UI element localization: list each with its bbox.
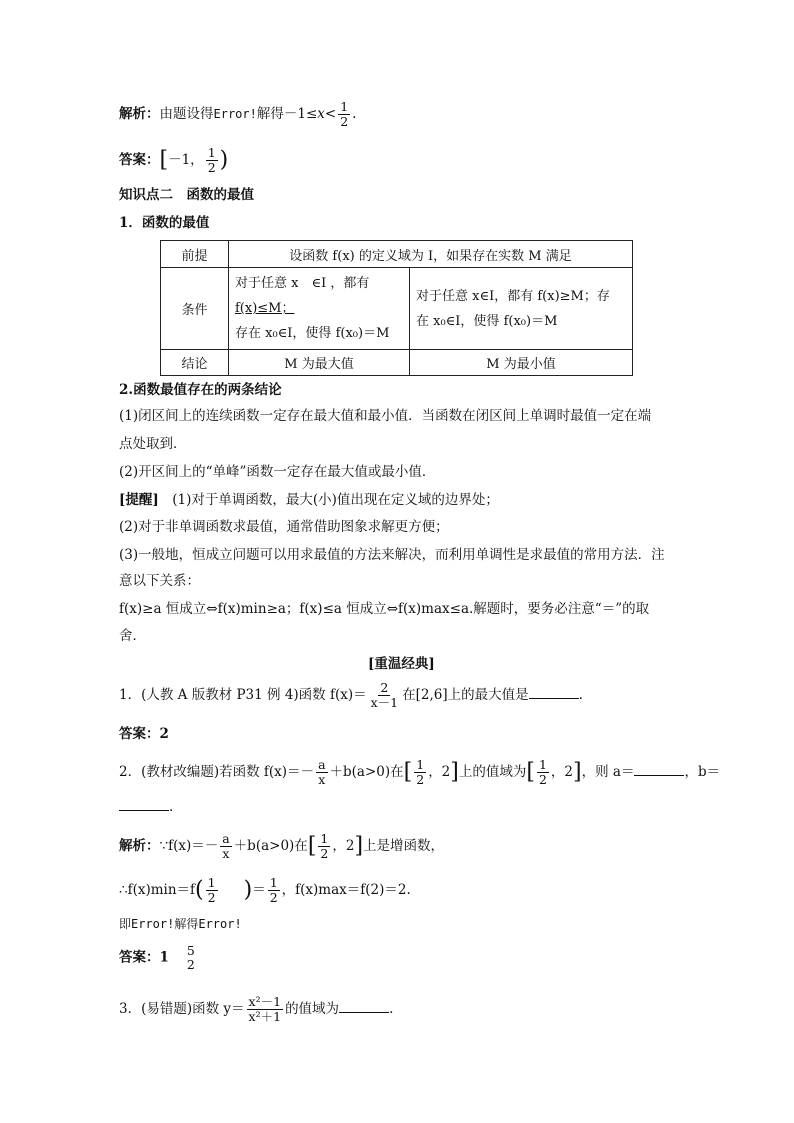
question-text: ＋b(a>0)在 [329,764,404,780]
fraction [185,944,197,972]
period: . [389,1001,394,1017]
question-text: 在[2,6]上的最大值是 [402,687,529,703]
answer-blank-b[interactable] [119,796,169,811]
fraction [338,100,350,129]
extremum-table [160,240,633,376]
fraction [537,758,549,787]
fraction-numerator: 1 [320,831,329,846]
question-text: 1．(人教 A 版教材 P31 例 4)函数 f(x)＝ [119,687,367,703]
solution-label: 解析： [119,838,160,854]
solution-text: ，f(x)max＝f(2)＝2. [281,882,411,898]
interval-right: ，2 [428,764,451,780]
review-title: [重温经典] [368,656,435,672]
question-1 [119,681,583,710]
answer-label: 答案： [119,152,160,168]
fraction-denominator: 2 [538,772,547,787]
subsection-heading-1: 1．函数的最值 [119,215,210,231]
tip-label: [提醒] [119,492,159,508]
solution-label: 解析： [119,106,160,122]
left-paren: ( [195,877,204,903]
paragraph-line: 意以下关系： [119,573,200,589]
fraction [220,832,231,861]
table-cell: 结论 [161,350,229,376]
fraction-denominator: x²＋1 [248,1009,282,1024]
fraction [247,995,284,1024]
fraction [316,758,327,787]
fraction-denominator: 2 [207,160,216,175]
fraction [318,832,330,861]
fraction-denominator: 2 [416,772,425,787]
period: . [578,687,583,703]
error-marker: Error! [213,107,257,121]
fraction [268,876,280,905]
table-cell-min-condition [410,268,633,350]
fraction-denominator: x－1 [370,695,399,710]
table-cell: 前提 [161,241,229,268]
question-text: ，b＝ [684,764,721,780]
tip-text: (1)对于单调函数，最大(小)值出现在定义域的边界处； [158,492,499,508]
interval-right: ，2 [332,838,355,854]
solution-text: ＋b(a>0)在 [233,838,308,854]
solution-text: ∵f(x)＝－ [159,838,219,854]
fraction-numerator: 2 [380,680,389,695]
cell-line: 对于任意 x∈I，都有 f(x)≥M；存 [416,288,610,304]
fraction-numerator: a [222,831,230,846]
question-text: 上的值域为 [458,764,527,780]
question-2 [119,758,720,787]
table-row [161,268,633,350]
solution-2-line-2 [119,876,411,905]
fraction-numerator: 5 [186,943,195,958]
tip-line [119,490,499,510]
fraction-denominator: x [318,772,326,787]
less-than: < [324,106,337,122]
table-cell: 条件 [161,268,229,350]
period: . [352,106,357,122]
fraction-denominator: 2 [186,957,195,972]
fraction-numerator: a [318,757,326,772]
solution-text: ＝ [252,882,266,898]
question-text: 的值域为 [285,1001,340,1017]
solution-text: 由题设得 [159,106,214,122]
right-bracket: ] [573,759,582,785]
answer-line-1 [119,146,228,175]
section-title: 知识点二 函数的最值 [119,187,254,203]
period: . [169,799,174,815]
fraction-numerator: 1 [207,145,216,160]
fraction-denominator: 2 [320,846,329,861]
left-bracket: [ [403,759,413,785]
right-paren: ) [243,877,253,903]
paragraph-line: (2)对于非单调函数求最值，通常借助图象求解更方便； [119,519,449,535]
table-row [161,350,633,376]
left-bracket: [ [526,759,535,785]
left-bracket: [ [159,147,169,173]
fraction [414,758,426,787]
solution-text: ∴f(x)min＝f [119,882,196,898]
answer-line: 答案：2 [119,726,169,742]
fraction-denominator: 2 [340,114,349,129]
question-3 [119,995,393,1024]
right-bracket: ] [450,759,459,785]
answer-2 [119,944,199,972]
question-text: ，则 a＝ [581,764,635,780]
fraction-numerator: 1 [207,875,216,890]
solution-line-1 [119,100,356,129]
paragraph-line: 舍． [119,628,146,644]
answer-blank[interactable] [529,684,579,699]
table-cell: M 为最大值 [229,350,410,376]
left-bracket: [ [307,833,317,859]
fraction-denominator: x [222,846,230,861]
paragraph-line: 点处取到． [119,436,187,452]
fraction-numerator: 1 [416,757,425,772]
relation-line: f(x)≥a 恒成立⇔f(x)min≥a；f(x)≤a 恒成立⇔f(x)max≤a.解题时，要务必注意“＝”的取 [119,601,650,617]
solution-text-2: 解得－1≤ [256,106,318,122]
paragraph-line: (1)闭区间上的连续函数一定存在最大值和最小值．当函数在闭区间上单调时最值一定在端 [119,408,652,424]
fraction [369,681,401,710]
right-paren: ) [219,147,229,173]
cell-line: 存在 x₀∈I，使得 f(x₀)＝M [235,326,390,341]
table-cell-max-condition [229,268,410,350]
fraction [206,146,218,175]
subsection-heading-2: 2.函数最值存在的两条结论 [119,382,282,398]
answer-label: 答案：1 [119,949,169,966]
table-row [161,241,633,268]
fraction-numerator: 1 [538,757,547,772]
fraction-denominator: 2 [269,890,278,905]
paragraph-line: (3)一般地，恒成立问题可以用求最值的方法来解决，而利用单调性是求最值的常用方法．注 [119,547,665,563]
interval-right: ，2 [550,764,574,780]
right-bracket: ] [354,833,364,859]
solution-2-line-1 [119,832,444,861]
answer-blank-a[interactable] [634,761,684,776]
solution-2-line-3: 即Error!解得Error! [119,917,242,931]
variable-x: x [317,106,325,122]
fraction-numerator: 1 [269,875,278,890]
question-text: 3．(易错题)函数 y＝ [119,1001,245,1017]
fraction-numerator: x²－1 [248,994,282,1009]
interval-left: －1， [168,152,204,168]
table-cell: 设函数 f(x) 的定义域为 I，如果存在实数 M 满足 [229,241,633,268]
table-cell: M 为最小值 [410,350,633,376]
cell-line: 对于任意 x ∈I ，都有 [235,276,370,291]
fraction [206,876,218,905]
solution-text: 上是增函数， [363,838,445,854]
paragraph-line: (2)开区间上的“单峰”函数一定存在最大值或最小值． [119,464,436,480]
answer-blank[interactable] [339,998,389,1013]
cell-line: f(x)≤M； [235,301,295,316]
fraction-numerator: 1 [340,99,349,114]
cell-line: 在 x₀∈I，使得 f(x₀)＝M [416,313,558,329]
question-2-line-2 [119,796,173,817]
question-text: 2．(教材改编题)若函数 f(x)＝－ [119,764,315,780]
fraction-denominator: 2 [207,890,216,905]
